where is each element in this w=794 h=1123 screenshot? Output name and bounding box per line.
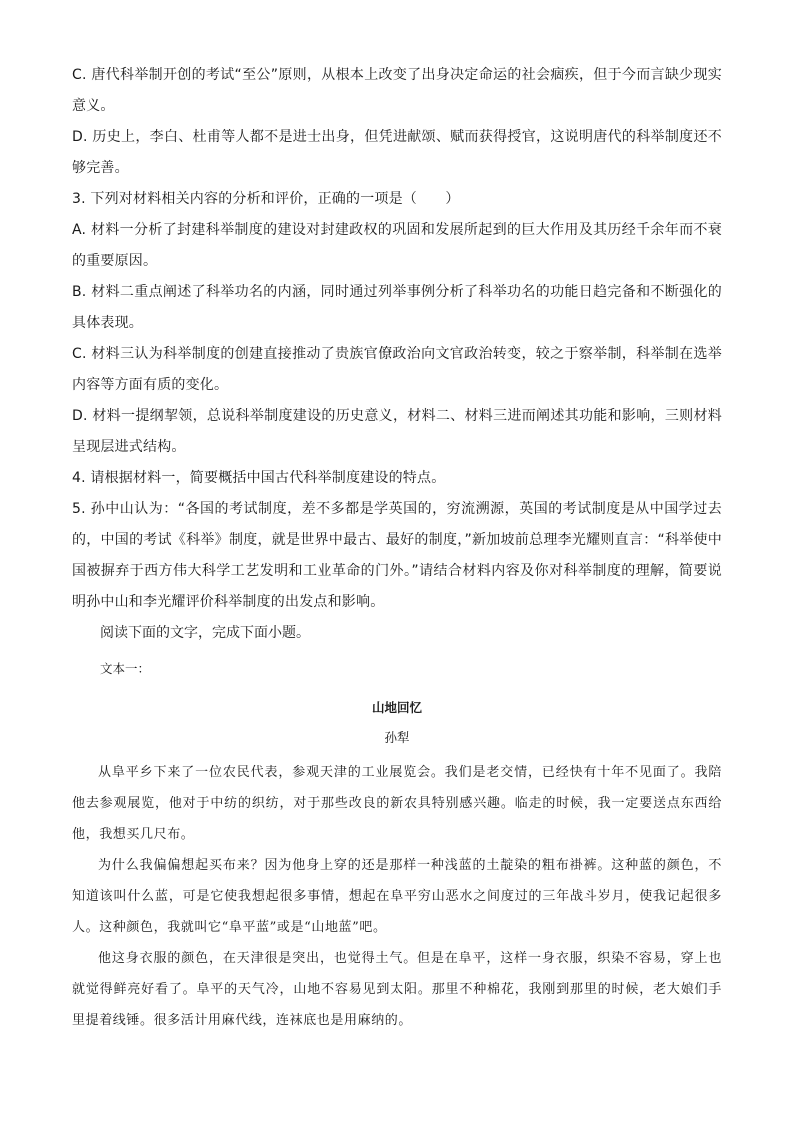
- document-page: [72, 60, 722, 1036]
- reading-instruction: 阅读下面的文字，完成下面小题。: [100, 625, 310, 641]
- question-3-option-a: A. 材料一分析了封建科举制度的建设对封建政权的巩固和发展所起到的巨大作用及其历经千余年而不衰的重要原因。: [72, 222, 722, 269]
- question-4: 4. 请根据材料一，简要概括中国古代科举制度建设的特点。: [72, 470, 446, 486]
- text-one-label: 文本一：: [100, 661, 151, 676]
- question-3-option-c: C. 材料三认为科举制度的创建直接推动了贵族官僚政治向文官政治转变，较之于察举制，科举制在选举内容等方面有质的变化。: [72, 346, 722, 393]
- article-paragraph: 他这身衣服的颜色，在天津很是突出，也觉得土气。但是在阜平，这样一身衣服，织染不容易，穿上也就觉得鲜亮好看了。阜平的天气冷，山地不容易见到太阳。那里不种棉花，我刚到那里的时候，老大娘们手里提着线锤。很多活计用麻代线，连袜底也是用麻纳的。: [72, 951, 722, 1028]
- article-author: 孙犁: [384, 730, 410, 745]
- question-3-option-d: D. 材料一提纲挈领，总说科举制度建设的历史意义，材料二、材料三进而阐述其功能和影响，三则材料呈现层进式结构。: [72, 408, 722, 455]
- article-paragraph: 从阜平乡下来了一位农民代表，参观天津的工业展览会。我们是老交情，已经快有十年不见面了。我陪他去参观展览，他对于中纺的织纺，对于那些改良的新农具特别感兴趣。临走的时候，我一定要送点东西给他，我想买几尺布。: [72, 765, 722, 842]
- article-title: 山地回忆: [371, 700, 422, 715]
- question-5: 5. 孙中山认为：“各国的考试制度，差不多都是学英国的，穷流溯源，英国的考试制度是从中国学过去的，中国的考试《科举》制度，就是世界中最古、最好的制度，”新加坡前总理李光耀则直言：“科举使中国被摒弃于西方伟大科学工艺发明和工业革命的门外。”请结合材料内容及你对科举制度的理解，简要说明孙中山和李光耀评价科举制度的出发点和影响。: [72, 501, 722, 610]
- question-option-d: D. 历史上，李白、杜甫等人都不是进士出身，但凭进献颂、赋而获得授官，这说明唐代的科举制度还不够完善。: [72, 129, 722, 176]
- question-3-stem: 3. 下列对材料相关内容的分析和评价，正确的一项是（ ）: [72, 191, 460, 207]
- article-paragraph: 为什么我偏偏想起买布来？因为他身上穿的还是那样一种浅蓝的土靛染的粗布褂裤。这种蓝的颜色，不知道该叫什么蓝，可是它使我想起很多事情，想起在阜平穷山恶水之间度过的三年战斗岁月，使我记起很多人。这种颜色，我就叫它“阜平蓝”或是“山地蓝”吧。: [72, 858, 722, 935]
- question-3-option-b: B. 材料二重点阐述了科举功名的内涵，同时通过列举事例分析了科举功名的功能日趋完备和不断强化的具体表现。: [72, 284, 722, 331]
- question-option-c: C. 唐代科举制开创的考试“至公”原则，从根本上改变了出身决定命运的社会痼疾，但于今而言缺少现实意义。: [72, 67, 722, 114]
